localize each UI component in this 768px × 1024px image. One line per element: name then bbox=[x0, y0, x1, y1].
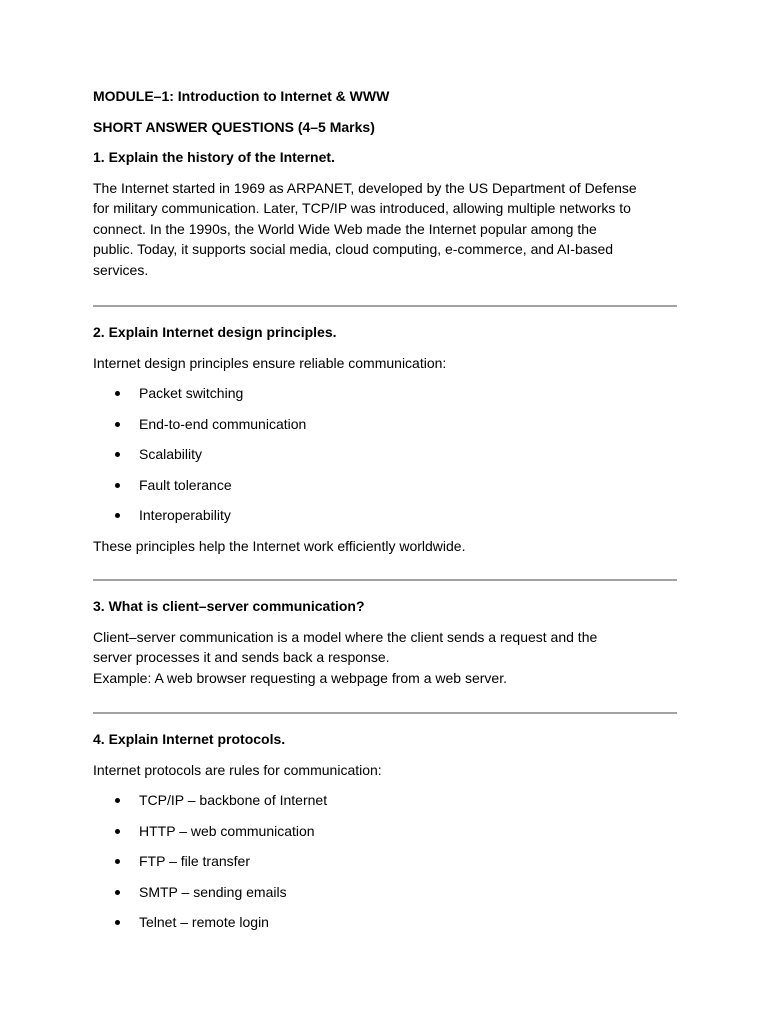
question-3-answer bbox=[93, 627, 677, 689]
answer-line: The Internet started in 1969 as ARPANET, developed by the US Department of Defense bbox=[93, 179, 637, 196]
bullet-icon bbox=[115, 391, 120, 396]
bullet-icon bbox=[115, 890, 120, 895]
bullet-icon bbox=[115, 859, 120, 864]
question-1-heading: 1. Explain the history of the Internet. bbox=[93, 149, 335, 165]
list-item: Packet switching bbox=[93, 383, 677, 404]
list-item: End-to-end communication bbox=[93, 414, 677, 435]
question-2-outro: These principles help the Internet work efficiently worldwide. bbox=[93, 537, 466, 554]
question-4-intro: Internet protocols are rules for communication: bbox=[93, 761, 382, 778]
bullet-icon bbox=[115, 798, 120, 803]
answer-line: connect. In the 1990s, the World Wide Web made the Internet popular among the bbox=[93, 220, 597, 237]
list-item: TCP/IP – backbone of Internet bbox=[93, 790, 677, 811]
question-4-heading: 4. Explain Internet protocols. bbox=[93, 731, 286, 747]
list-item: Telnet – remote login bbox=[93, 912, 677, 933]
list-item: FTP – file transfer bbox=[93, 851, 677, 872]
bullet-icon bbox=[115, 483, 120, 488]
section-divider bbox=[93, 579, 677, 581]
bullet-icon bbox=[115, 920, 120, 925]
section-title: SHORT ANSWER QUESTIONS (4–5 Marks) bbox=[93, 118, 375, 135]
question-1-answer bbox=[93, 178, 677, 281]
section-divider bbox=[93, 712, 677, 714]
bullet-icon bbox=[115, 513, 120, 518]
list-item: HTTP – web communication bbox=[93, 821, 677, 842]
bullet-icon bbox=[115, 422, 120, 427]
answer-line: for military communication. Later, TCP/IP was introduced, allowing multiple networks to bbox=[93, 200, 631, 216]
module-title: MODULE–1: Introduction to Internet & WWW bbox=[93, 88, 390, 104]
answer-line: Client–server communication is a model where the client sends a request and the bbox=[93, 628, 598, 645]
document-page bbox=[93, 86, 677, 933]
list-item: SMTP – sending emails bbox=[93, 882, 677, 903]
bullet-icon bbox=[115, 452, 120, 457]
list-item: Scalability bbox=[93, 444, 677, 465]
question-3-heading: 3. What is client–server communication? bbox=[93, 598, 365, 614]
list-item: Fault tolerance bbox=[93, 475, 677, 496]
bullet-icon bbox=[115, 829, 120, 834]
answer-line: public. Today, it supports social media, cloud computing, e-commerce, and AI-based bbox=[93, 241, 614, 257]
answer-line: Example: A web browser requesting a webpage from a web server. bbox=[93, 669, 507, 686]
question-2-bullet-list bbox=[93, 383, 677, 526]
question-4-bullet-list bbox=[93, 790, 677, 933]
question-2-intro: Internet design principles ensure reliable communication: bbox=[93, 354, 447, 371]
list-item: Interoperability bbox=[93, 505, 677, 526]
section-divider bbox=[93, 305, 677, 307]
question-2-heading: 2. Explain Internet design principles. bbox=[93, 324, 337, 340]
answer-line: server processes it and sends back a response. bbox=[93, 649, 390, 665]
answer-line: services. bbox=[93, 261, 149, 278]
